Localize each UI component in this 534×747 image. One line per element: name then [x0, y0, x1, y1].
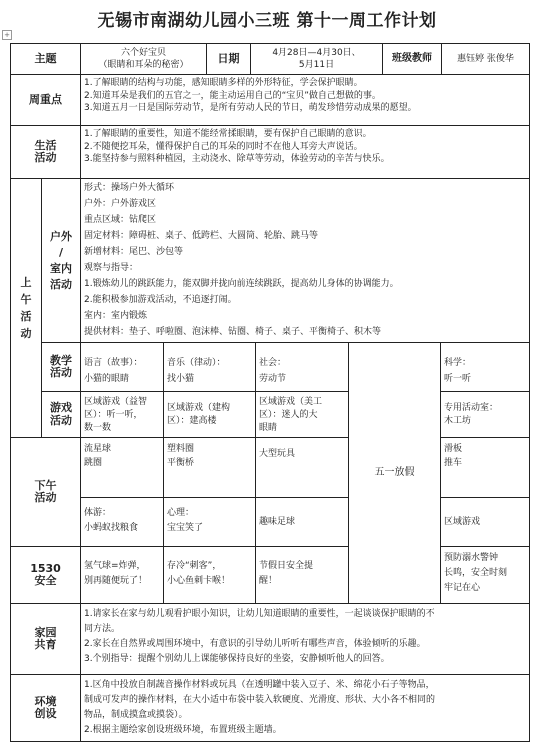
life-label-line-2: 活动	[34, 151, 57, 164]
week-focus-item: 3.知道五月一日是国际劳动节，是所有劳动人民的节日，萌发珍惜劳动成果的愿望。	[84, 103, 417, 113]
game-cell-5	[440, 391, 530, 438]
outdoor-line: 新增材料：尾巴、沙包等	[84, 247, 184, 257]
game-cell-3	[255, 391, 349, 438]
family-label-line-1: 家园	[34, 625, 57, 639]
afternoon-cell-text: 体游：	[84, 508, 112, 518]
week-focus-item: 2.知道耳朵是我们的五官之一，能主动运用自己的“宝贝”做自己想做的事。	[84, 90, 381, 101]
family-item: 2.家长在自然界或周围环境中，有意识的引导幼儿听听有哪些声音，体验倾听的乐趣。	[84, 639, 426, 649]
outdoor-label-line: 活动	[50, 277, 72, 291]
game-cell-text: 区域游戏（益智	[84, 397, 148, 407]
outdoor-line: 观察与指导：	[84, 263, 139, 273]
week-focus-label: 周重点	[10, 74, 81, 126]
outdoor-content	[80, 178, 530, 343]
afternoon-cell-text: 跳圈	[84, 458, 103, 468]
safety-cell-text: 存冷“刺客”，	[167, 561, 222, 571]
outdoor-line: 室内：室内锻炼	[84, 311, 148, 321]
safety-cell-5	[440, 546, 530, 604]
safety-cell-text: 氢气球=炸弹，	[84, 561, 146, 571]
safety-cell-text: 长鸣，安全时刻	[444, 568, 508, 578]
teaching-cell-text: 语言（故事）：	[84, 358, 143, 368]
afternoon-r2-cell-2	[163, 497, 256, 547]
environment-label-line-1: 环境	[34, 694, 57, 708]
outdoor-line: 户外：户外游戏区	[84, 199, 157, 209]
teaching-cell-text: 科学：	[444, 358, 472, 368]
safety-cell-3	[255, 546, 349, 604]
game-label	[41, 391, 81, 438]
theme-value-line-2: （眼睛和耳朵的秘密）	[98, 60, 189, 70]
environment-label	[10, 674, 81, 742]
outdoor-line: 重点区域：钻爬区	[84, 215, 157, 225]
environment-item: 2.根据主题绘家创设班级环境，布置班级主题墙。	[84, 725, 282, 735]
theme-value	[80, 43, 207, 75]
safety-cell-text: 预防溺水警钟	[444, 553, 499, 563]
game-cell-text: 区）：建高楼	[167, 416, 217, 426]
environment-label-line-2: 创设	[34, 707, 57, 720]
life-label-line-1: 生活	[34, 138, 57, 152]
morning-label-char: 动	[20, 327, 32, 340]
afternoon-r1-cell-1	[80, 437, 164, 498]
family-item: 1.请家长在家与幼儿观看护眼小知识，让幼儿知道眼睛的重要性，一起谈谈保护眼睛的不	[84, 609, 435, 619]
afternoon-cell-text: 滑板	[444, 444, 463, 454]
outdoor-line: 形式：操场户外大循环	[84, 183, 175, 193]
safety-cell-text: 醒！	[259, 576, 278, 586]
outdoor-label-line: 室内	[50, 261, 72, 275]
teaching-cell-text: 音乐（律动）：	[167, 358, 226, 368]
game-label-line-1: 游戏	[50, 401, 72, 414]
family-item: 同方法。	[84, 624, 121, 634]
teaching-cell-text: 小猫的眼睛	[84, 374, 130, 384]
afternoon-label-line-1: 下午	[34, 478, 57, 492]
environment-content	[80, 674, 530, 742]
game-cell-text: 专用活动室：	[444, 403, 499, 413]
outdoor-label-line: 户外	[50, 229, 72, 243]
afternoon-label-line-2: 活动	[34, 491, 57, 504]
game-label-line-2: 活动	[50, 413, 72, 427]
week-focus-item: 1.了解眼睛的结构与功能，感知眼睛多样的外形特征，学会保护眼睛。	[84, 78, 363, 88]
theme-value-line-1: 六个好宝贝	[120, 47, 166, 58]
date-value-line-1: 4月28日—4月30日、	[272, 47, 361, 58]
family-item: 3.个别指导：提醒个别幼儿上课能够保持良好的坐姿，安静倾听他人的回答。	[84, 654, 390, 664]
game-cell-text: 区域游戏（美工	[259, 397, 323, 407]
date-value	[250, 43, 383, 75]
safety-cell-text: 别再随便玩了！	[84, 576, 148, 586]
life-item: 2.不随便挖耳朵，懂得保护自己的耳朵的同时不在他人耳旁大声说话。	[84, 141, 363, 152]
game-cell-text: 数一数	[84, 423, 112, 433]
teacher-label: 班级教师	[382, 43, 442, 75]
environment-item: 制成可发声的操作材料，在大小适中布袋中装入软硬度、光滑度、形状、大小各不相同的	[84, 695, 436, 705]
family-label-line-2: 共育	[34, 638, 57, 651]
afternoon-r2-cell-3	[255, 497, 349, 547]
outdoor-label	[41, 178, 81, 343]
safety-cell-text: 节假日安全提	[259, 561, 314, 571]
outdoor-label-line: /	[58, 245, 64, 259]
safety-cell-2	[163, 546, 256, 604]
environment-item: 物品，制成摸盒或摸袋）。	[84, 710, 188, 720]
teaching-cell-text: 听一听	[444, 374, 472, 384]
table-move-handle-icon[interactable]: +	[2, 30, 12, 40]
page-title: 无锡市南湖幼儿园小三班 第十一周工作计划	[97, 11, 437, 31]
teaching-cell-3	[255, 342, 349, 392]
morning-label	[10, 178, 42, 438]
afternoon-cell-text: 趣味足球	[259, 517, 296, 527]
teacher-value: 惠钰婷 张俊华	[441, 43, 530, 75]
outdoor-line: 提供材料：垫子、呼啦圈、泡沫棒、钻圈、椅子、桌子、平衡椅子、积木等	[84, 327, 382, 337]
holiday-cell: 五一放假	[348, 342, 441, 604]
game-cell-1	[80, 391, 164, 438]
safety-cell-1	[80, 546, 164, 604]
afternoon-cell-text: 小蚂蚁找粮食	[84, 523, 139, 533]
afternoon-cell-text: 流星球	[84, 444, 112, 454]
morning-label-char: 午	[20, 293, 32, 306]
afternoon-r2-cell-5	[440, 497, 530, 547]
afternoon-r2-cell-1	[80, 497, 164, 547]
afternoon-r1-cell-3	[255, 437, 349, 498]
game-cell-text: 木工坊	[444, 416, 472, 426]
safety-label	[10, 546, 81, 604]
morning-label-char: 活	[20, 310, 32, 323]
morning-label-char: 上	[20, 276, 32, 289]
afternoon-cell-text: 推车	[444, 458, 463, 468]
afternoon-label	[10, 437, 81, 547]
safety-cell-text: 牢记在心	[444, 583, 481, 593]
life-item: 3.能坚持参与照料种植园，主动浇水、除草等劳动，体验劳动的辛苦与快乐。	[84, 154, 390, 164]
outdoor-line: 2.能积极参加游戏活动，不追逐打闹。	[84, 295, 237, 305]
teaching-cell-text: 社会：	[259, 358, 287, 368]
game-cell-text: 区）：迷人的大	[259, 410, 318, 420]
afternoon-r1-cell-2	[163, 437, 256, 498]
week-focus-content	[80, 74, 530, 126]
afternoon-cell-text: 大型玩具	[259, 449, 296, 459]
teaching-cell-5	[440, 342, 530, 392]
theme-label: 主题	[10, 43, 81, 75]
teaching-cell-text: 找小猫	[167, 374, 195, 384]
safety-cell-text: 小心鱼刺卡喉！	[167, 576, 231, 586]
outdoor-line: 1.锻炼幼儿的跳跃能力，能双脚并拢向前连续跳跃，提高幼儿身体的协调能力。	[84, 279, 399, 289]
safety-label-line-1: 1530	[30, 561, 61, 575]
safety-label-line-2: 安全	[34, 574, 57, 587]
afternoon-r1-cell-5	[440, 437, 530, 498]
game-cell-text: 眼睛	[259, 423, 278, 433]
teaching-cell-2	[163, 342, 256, 392]
family-content	[80, 603, 530, 675]
afternoon-cell-text: 心理：	[167, 508, 195, 518]
life-item: 1.了解眼睛的重要性，知道不能经常揉眼睛，要有保护自己眼睛的意识。	[84, 129, 372, 139]
teaching-label-line-1: 教学	[50, 353, 72, 367]
game-cell-text: 区域游戏（建构	[167, 403, 231, 413]
afternoon-cell-text: 平衡桥	[167, 458, 195, 468]
game-cell-2	[163, 391, 256, 438]
game-cell-text: 区）：听一听，	[84, 410, 143, 420]
afternoon-cell-text: 区域游戏	[444, 517, 481, 527]
date-value-line-2: 5月11日	[298, 60, 335, 70]
family-label	[10, 603, 81, 675]
teaching-cell-1	[80, 342, 164, 392]
afternoon-cell-text: 宝宝笑了	[167, 523, 204, 533]
outdoor-line: 固定材料：障碍桩、桌子、低跨栏、大圆筒、轮胎、跳马等	[84, 231, 319, 241]
life-label	[10, 125, 81, 179]
teaching-label	[41, 342, 81, 392]
teaching-label-line-2: 活动	[50, 366, 72, 379]
date-label: 日期	[206, 43, 251, 75]
life-content	[80, 125, 530, 179]
teaching-cell-text: 劳动节	[259, 374, 287, 384]
environment-item: 1.区角中投放自制蔬音操作材料或玩具（在透明罐中装入豆子、米、绵花小石子等物品，	[84, 680, 435, 690]
afternoon-cell-text: 塑料圈	[167, 444, 195, 454]
